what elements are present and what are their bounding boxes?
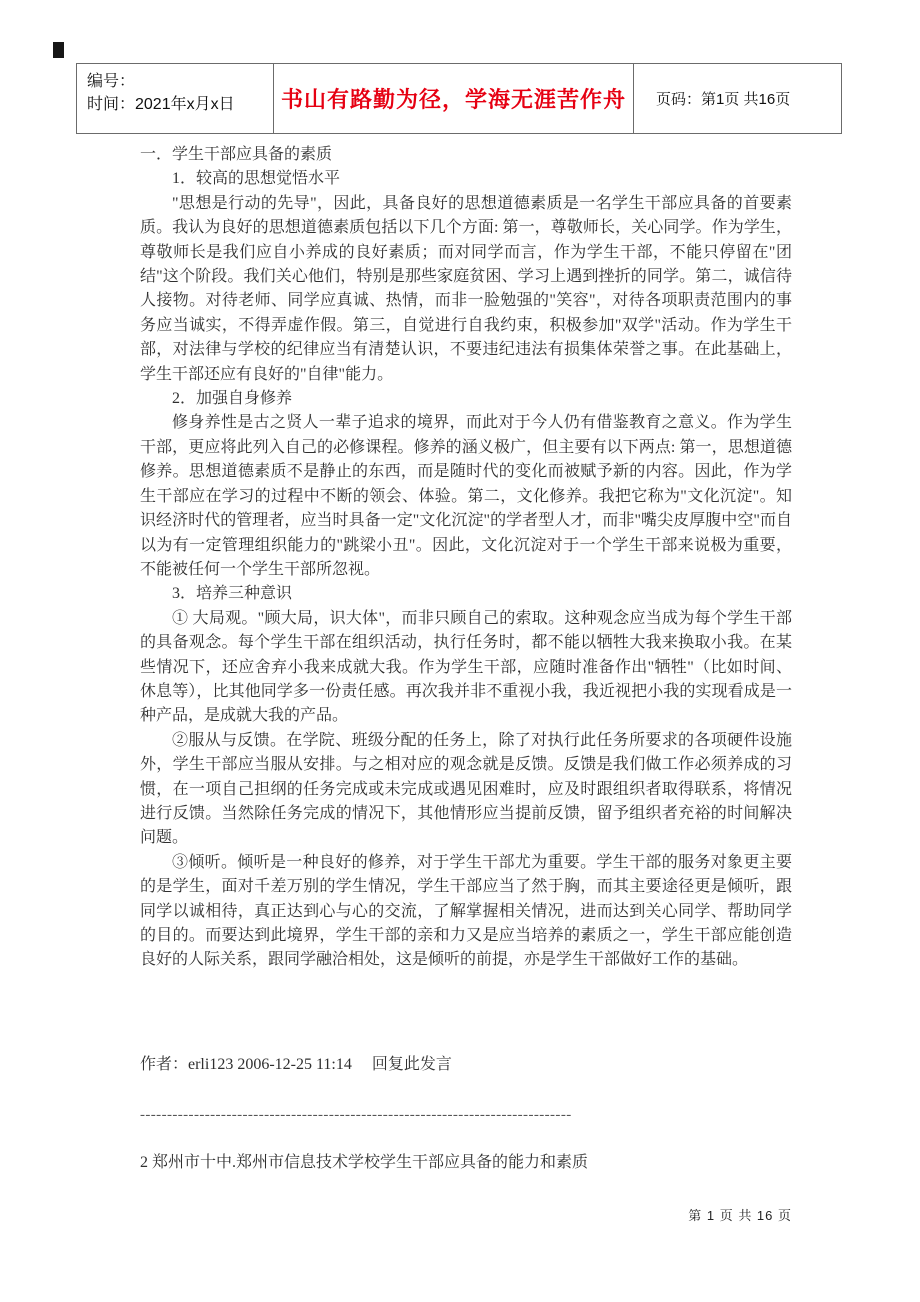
header-cell-motto xyxy=(274,64,634,133)
page-info-label: 页码：第1页 共16页 xyxy=(656,91,791,108)
document-paragraph: 修身养性是古之贤人一辈子追求的境界，而此对于今人仍有借鉴教育之意义。作为学生干部，更应将此列入自己的必修课程。修养的涵义极广，但主要有以下两点: 第一，思想道德修养。思想道德素质不是静止的东西，而是随时代的变化而被赋予新的内容。因此，作为学生干部应在学习的过程中不断的领会、体验。第二，文化修养。我把它称为"文化沉淀"。知识经济时代的管理者，应当时具备一定"文化沉淀"的学者型人才，而非"嘴尖皮厚腹中空"而自以为有一定管理组织能力的"跳梁小丑"。因此，文化沉淀对于一个学生干部来说极为重要，不能被任何一个学生干部所忽视。 xyxy=(140,414,792,578)
dashed-separator: -------------------------------------------------------------------------------- xyxy=(140,1107,572,1124)
section-heading: 一．学生干部应具备的素质 xyxy=(140,146,333,163)
footer-page-number: 第 1 页 共 16 页 xyxy=(688,1208,792,1223)
author-line xyxy=(140,1053,792,1077)
document-paragraph: ① 大局观。"顾大局，识大体"，而非只顾自己的索取。这种观念应当成为每个学生干部的具备观念。每个学生干部在组织活动，执行任务时，都不能以牺牲大我来换取小我。在某些情况下，还应舍弃小我来成就大我。作为学生干部，应随时准备作出"牺牲"（比如时间、休息等），比其他同学多一份责任感。再次我并非不重视小我，我近视把小我的实现看成是一种产品，是成就大我的产品。 xyxy=(140,609,792,725)
reply-link: 回复此发言 xyxy=(371,1055,452,1073)
doc-number-label: 编号： xyxy=(87,73,136,90)
section-subheading-3: 3．培养三种意识 xyxy=(172,585,293,603)
document-body xyxy=(140,143,792,1175)
section-subheading-2: 2．加强自身修养 xyxy=(172,390,293,408)
next-section-title: 2 郑州市十中.郑州市信息技术学校学生干部应具备的能力和素质 xyxy=(140,1153,589,1171)
motto-text: 书山有路勤为径，学海无涯苦作舟 xyxy=(280,87,626,112)
corner-mark xyxy=(53,42,64,58)
doc-time-label: 时间：2021年x月x日 xyxy=(87,96,235,113)
header-cell-page xyxy=(634,64,841,133)
document-paragraph: ③倾听。倾听是一种良好的修养，对于学生干部尤为重要。学生干部的服务对象更主要的是学生，面对千差万别的学生情况，学生干部应当了然于胸，而其主要途径更是倾听，跟同学以诚相待，真正达到心与心的交流，了解掌握相关情况，进而达到关心同学、帮助同学的目的。而要达到此境界，学生干部的亲和力又是应当培养的素质之一，学生干部应能创造良好的人际关系，跟同学融洽相处，这是倾听的前提，亦是学生干部做好工作的基础。 xyxy=(140,853,792,969)
document-paragraph: ②服从与反馈。在学院、班级分配的任务上，除了对执行此任务所要求的各项硬件设施外，学生干部应当服从安排。与之相对应的观念就是反馈。反馈是我们做工作必须养成的习惯，在一项自己担纲的任务完成或未完成或遇见困难时，应及时跟组织者取得联系，将情况进行反馈。当然除任务完成的情况下，其他情形应当提前反馈，留予组织者充裕的时间解决问题。 xyxy=(140,731,792,847)
document-paragraph: "思想是行动的先导"，因此，具备良好的思想道德素质是一名学生干部应具备的首要素质。我认为良好的思想道德素质包括以下几个方面: 第一，尊敬师长，关心同学。作为学生，尊敬师长是我们应自小养成的良好素质；而对同学而言，作为学生干部，不能只停留在"团结"这个阶段。我们关心他们，特别是那些家庭贫困、学习上遇到挫折的同学。第二，诚信待人接物。对待老师、同学应真诚、热情，而非一脸勉强的"笑容"，对待各项职责范围内的事务应当诚实，不得弄虚作假。第三，自觉进行自我约束，积极参加"双学"活动。作为学生干部，对法律与学校的纪律应当有清楚认识，不要违纪违法有损集体荣誉之事。在此基础上，学生干部还应有良好的"自律"能力。 xyxy=(140,194,792,383)
author-info: 作者：erli123 2006-12-25 11:14 xyxy=(140,1055,352,1073)
header-table xyxy=(76,63,842,134)
header-cell-meta xyxy=(77,64,274,133)
section-subheading-1: 1．较高的思想觉悟水平 xyxy=(172,170,341,188)
